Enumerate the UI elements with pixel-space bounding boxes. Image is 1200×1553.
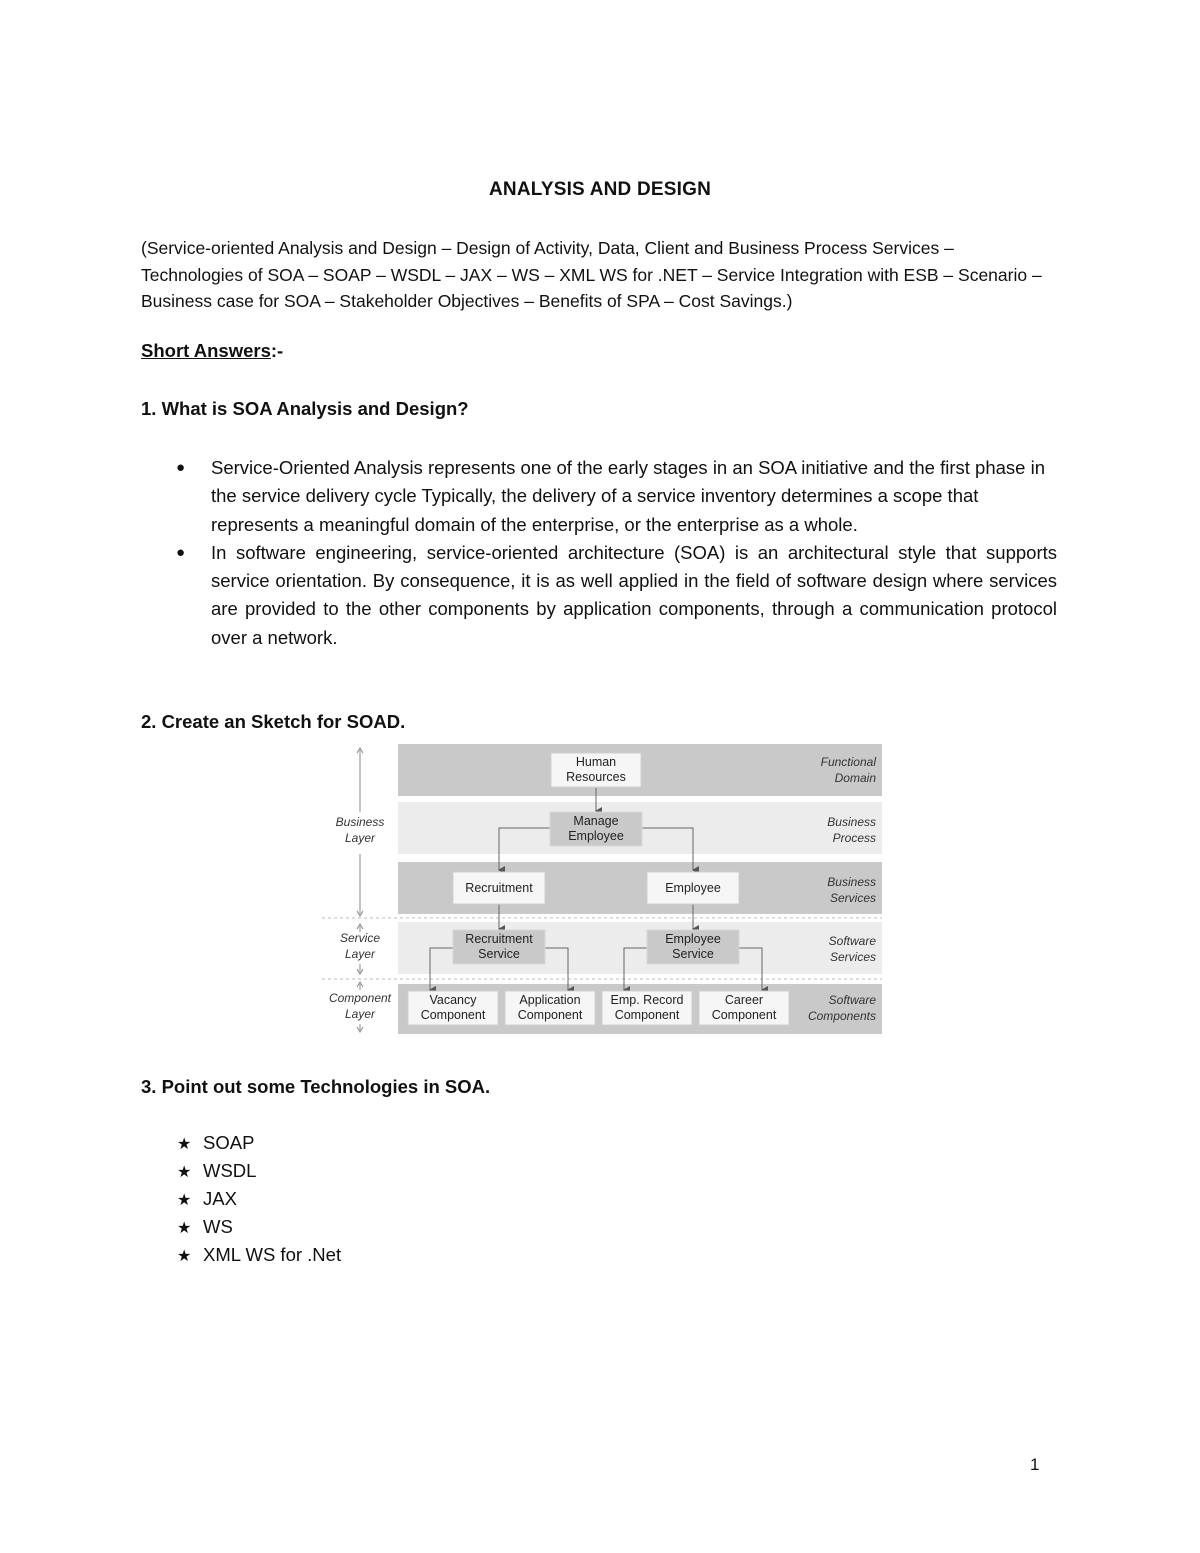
list-item (177, 1186, 341, 1214)
service-layer-label: Layer (344, 947, 376, 961)
service-layer-label: Service (339, 931, 381, 945)
list-item (176, 454, 1057, 539)
recruitment-service-label: Recruitment (465, 932, 533, 946)
document-title: ANALYSIS AND DESIGN (489, 179, 711, 200)
list-item (176, 539, 1057, 652)
technology-label: XML WS for .Net (203, 1244, 342, 1265)
star-icon: ★ (177, 1192, 192, 1209)
short-answers-label: Short Answers (141, 340, 271, 361)
software-services-label: Services (829, 950, 876, 964)
business-services-label: Services (829, 891, 876, 905)
technology-label: WS (203, 1216, 233, 1237)
software-components-label: Software (828, 993, 876, 1007)
employee-service-label: Employee (665, 932, 721, 946)
vacancy-component-label: Vacancy (429, 993, 477, 1007)
career-component-label: Career (724, 993, 764, 1007)
vacancy-component-label: Component (420, 1008, 486, 1022)
human-resources-label: Resources (566, 770, 626, 784)
question-1-bullets (176, 454, 1057, 652)
page-number: 1 (1030, 1455, 1040, 1474)
question-3-heading: 3. Point out some Technologies in SOA. (141, 1076, 491, 1097)
functional-domain-label: Functional (820, 755, 876, 769)
career-component-label: Component (711, 1008, 777, 1022)
soad-diagram-svg (322, 742, 882, 1034)
star-icon: ★ (177, 1136, 192, 1153)
q1-bullet-1-text: Service-Oriented Analysis represents one of the early stages in an SOA initiative and the first phase in the service delivery cycle Typically, the delivery of a service inventory determines a scope that represents a meaningful domain of the enterprise, or the enterprise as a whole. (211, 457, 1045, 535)
list-item (177, 1130, 341, 1158)
business-layer-label: Layer (344, 831, 376, 845)
technology-label: WSDL (203, 1160, 257, 1181)
software-services-label: Software (828, 934, 876, 948)
list-item (177, 1158, 341, 1186)
employee-label: Employee (665, 881, 721, 895)
q1-bullet-2-text: In software engineering, service-oriented architecture (SOA) is an architectural style that supports service orientation. By consequence, it is as well applied in the field of software design where services are provided to the other components by application components, through a communication protocol over a network. (211, 541, 1057, 648)
technology-label: SOAP (203, 1132, 255, 1153)
recruitment-service-label: Service (478, 947, 520, 961)
list-item (177, 1214, 341, 1242)
question-2-heading: 2. Create an Sketch for SOAD. (141, 711, 406, 732)
business-layer-label: Business (335, 815, 385, 829)
business-process-label: Process (832, 831, 876, 845)
bullet-dot-icon: ● (176, 543, 186, 561)
emp-record-component-label: Emp. Record (610, 993, 684, 1007)
component-layer-label: Component (328, 991, 392, 1005)
bullet-dot-icon: ● (176, 459, 186, 476)
star-icon: ★ (177, 1220, 192, 1237)
application-component-label: Application (519, 993, 581, 1007)
short-answers-suffix: :- (270, 340, 284, 361)
manage-employee-label: Manage (573, 814, 619, 828)
human-resources-label: Human (575, 755, 617, 769)
functional-domain-label: Domain (834, 771, 876, 785)
employee-service-label: Service (672, 947, 714, 961)
list-item (177, 1242, 341, 1270)
technologies-list (177, 1130, 341, 1270)
short-answers-heading (141, 340, 283, 362)
manage-employee-label: Employee (568, 829, 624, 843)
question-1-heading: 1. What is SOA Analysis and Design? (141, 398, 469, 419)
recruitment-label: Recruitment (465, 881, 533, 895)
business-process-label: Business (827, 815, 876, 829)
star-icon: ★ (177, 1248, 192, 1265)
syllabus-paragraph: (Service-oriented Analysis and Design – Design of Activity, Data, Client and Business Process Services – Technologies of SOA – SOAP – WSDL – JAX – WS – XML WS for .NET – Service Integration with ESB – Scenario – Business case for SOA – Stakeholder Objectives – Benefits of SPA – Cost Savings.) (141, 238, 1042, 311)
emp-record-component-label: Component (614, 1008, 680, 1022)
component-layer-label: Layer (344, 1007, 376, 1021)
technology-label: JAX (203, 1188, 237, 1209)
software-components-label: Components (807, 1009, 876, 1023)
star-icon: ★ (177, 1164, 192, 1181)
layer-span-arrows (357, 748, 363, 1032)
application-component-label: Component (517, 1008, 583, 1022)
soad-diagram (322, 742, 882, 1034)
business-services-label: Business (827, 875, 876, 889)
